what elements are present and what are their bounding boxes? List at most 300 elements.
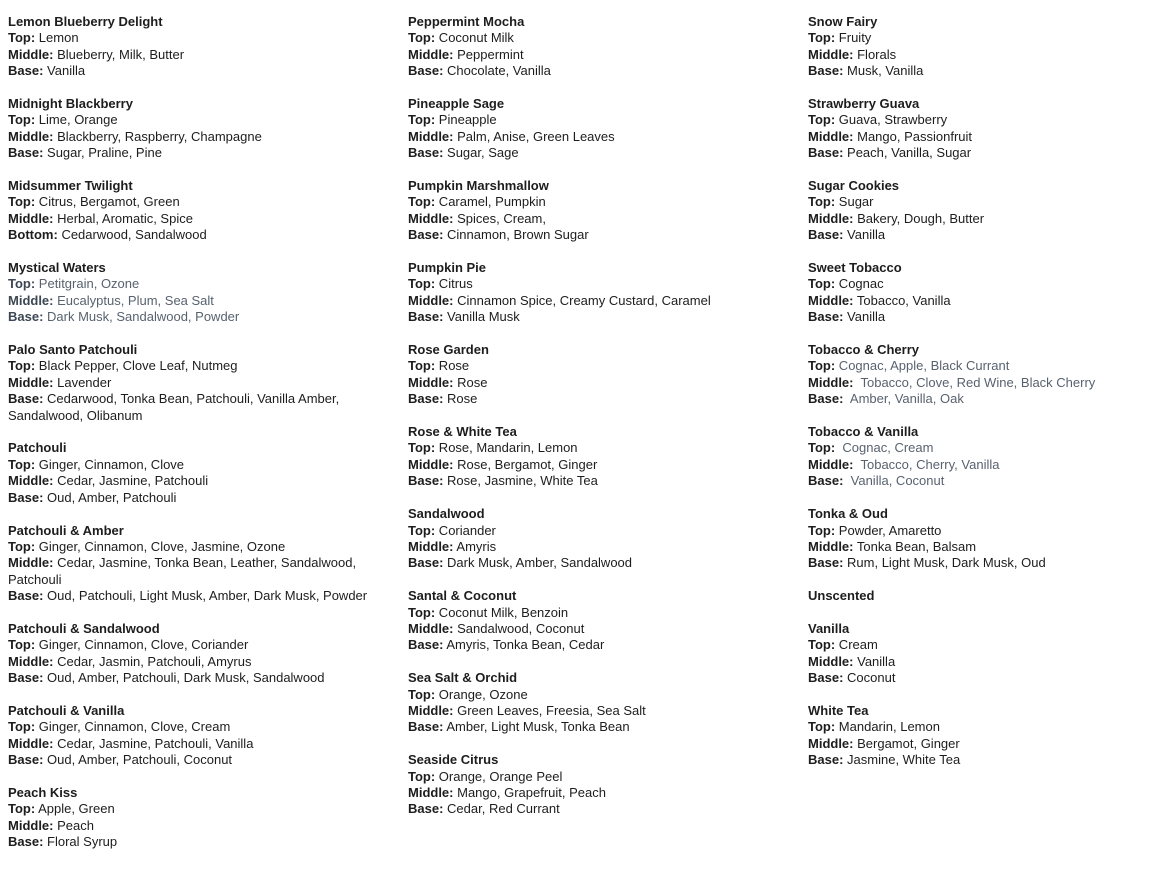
note-line xyxy=(808,440,1154,456)
note-line xyxy=(808,309,1154,325)
note-label: Middle: xyxy=(8,292,54,308)
note-label: Base: xyxy=(8,752,44,768)
note-value: Cedar, Jasmine, Patchouli, Vanilla xyxy=(53,735,254,751)
note-label: Top: xyxy=(408,440,436,456)
note-label: Base: xyxy=(808,391,844,407)
note-line xyxy=(8,375,388,391)
note-label: Middle: xyxy=(808,456,854,472)
note-label: Base: xyxy=(808,227,844,243)
note-line xyxy=(8,670,388,686)
note-line xyxy=(408,47,788,63)
scent-entry xyxy=(408,342,788,408)
note-line xyxy=(808,637,1154,653)
scent-name: Sea Salt & Orchid xyxy=(408,670,518,686)
note-value: Cognac xyxy=(835,276,884,292)
note-value: Tonka Bean, Balsam xyxy=(853,538,977,554)
note-value: Petitgrain, Ozone xyxy=(35,276,140,292)
note-value: Ginger, Cinnamon, Clove xyxy=(35,456,185,472)
scent-entry xyxy=(808,14,1154,80)
note-line xyxy=(8,736,388,752)
note-line xyxy=(808,457,1154,473)
note-value: Rose, Jasmine, White Tea xyxy=(443,473,598,489)
note-line xyxy=(408,621,788,637)
scent-name: Peach Kiss xyxy=(8,784,78,800)
note-line xyxy=(8,818,388,834)
note-label: Middle: xyxy=(408,292,454,308)
note-value: Ginger, Cinnamon, Clove, Coriander xyxy=(35,637,249,653)
note-label: Top: xyxy=(808,719,836,735)
note-label: Top: xyxy=(408,686,436,702)
scent-entry xyxy=(408,588,788,654)
note-value: Vanilla, Coconut xyxy=(843,473,945,489)
note-value: Rum, Light Musk, Dark Musk, Oud xyxy=(843,555,1046,571)
note-value: Mango, Grapefruit, Peach xyxy=(453,784,606,800)
scent-list xyxy=(0,14,1154,867)
scent-entry xyxy=(408,752,788,818)
note-line xyxy=(408,129,788,145)
note-value: Cedarwood, Tonka Bean, Patchouli, Vanilla Amber, Sandalwood, Olibanum xyxy=(8,391,343,423)
column-1 xyxy=(0,14,400,867)
note-label: Base: xyxy=(8,145,44,161)
note-line xyxy=(408,523,788,539)
note-line xyxy=(408,112,788,128)
note-value: Cedarwood, Sandalwood xyxy=(57,227,207,243)
note-label: Top: xyxy=(408,604,436,620)
note-label: Middle: xyxy=(808,374,854,390)
note-value: Apple, Green xyxy=(35,801,115,817)
note-label: Base: xyxy=(8,63,44,79)
note-value: Rose xyxy=(443,391,478,407)
note-label: Top: xyxy=(8,358,36,374)
note-label: Base: xyxy=(8,588,44,604)
note-line xyxy=(8,834,388,850)
scent-name: Midsummer Twilight xyxy=(8,178,133,194)
note-label: Middle: xyxy=(8,374,54,390)
note-value: Palm, Anise, Green Leaves xyxy=(453,128,615,144)
scent-entry xyxy=(8,96,388,162)
note-line xyxy=(8,473,388,489)
note-line xyxy=(808,63,1154,79)
note-label: Base: xyxy=(408,63,444,79)
scent-entry xyxy=(808,260,1154,326)
scent-name: Mystical Waters xyxy=(8,260,106,276)
note-label: Middle: xyxy=(408,702,454,718)
note-value: Amyris xyxy=(453,538,497,554)
note-label: Top: xyxy=(8,30,36,46)
note-label: Top: xyxy=(408,194,436,210)
note-line xyxy=(808,227,1154,243)
note-label: Base: xyxy=(808,63,844,79)
note-line xyxy=(8,227,388,243)
note-line xyxy=(8,358,388,374)
note-line xyxy=(408,719,788,735)
scent-name: Sweet Tobacco xyxy=(808,260,902,276)
note-label: Middle: xyxy=(8,555,54,571)
note-value: Tobacco, Cherry, Vanilla xyxy=(853,456,1000,472)
note-line xyxy=(408,391,788,407)
note-value: Oud, Amber, Patchouli, Dark Musk, Sandalwood xyxy=(43,670,325,686)
note-value: Caramel, Pumpkin xyxy=(435,194,546,210)
note-line xyxy=(808,211,1154,227)
note-line xyxy=(8,654,388,670)
scent-entry xyxy=(8,342,388,424)
note-line xyxy=(8,391,388,424)
scent-entry xyxy=(8,440,388,506)
note-label: Middle: xyxy=(8,46,54,62)
note-label: Middle: xyxy=(408,210,454,226)
note-line xyxy=(808,293,1154,309)
note-line xyxy=(408,785,788,801)
note-label: Top: xyxy=(8,194,36,210)
note-label: Middle: xyxy=(8,653,54,669)
note-line xyxy=(808,112,1154,128)
note-label: Middle: xyxy=(408,128,454,144)
note-label: Middle: xyxy=(8,817,54,833)
note-line xyxy=(8,719,388,735)
scent-name: Snow Fairy xyxy=(808,14,878,29)
note-value: Blackberry, Raspberry, Champagne xyxy=(53,128,262,144)
note-label: Base: xyxy=(8,309,44,325)
note-line xyxy=(8,276,388,292)
note-line xyxy=(8,457,388,473)
scent-name: Pineapple Sage xyxy=(408,96,505,112)
note-line xyxy=(808,30,1154,46)
note-value: Vanilla xyxy=(843,227,886,243)
scent-name: Sugar Cookies xyxy=(808,178,900,194)
note-value: Coconut xyxy=(843,670,896,686)
scent-entry xyxy=(808,178,1154,244)
note-line xyxy=(8,588,388,604)
note-value: Vanilla xyxy=(843,309,886,325)
note-value: Cedar, Red Currant xyxy=(443,801,560,817)
note-label: Middle: xyxy=(408,46,454,62)
scent-name: Tonka & Oud xyxy=(808,506,888,522)
note-line xyxy=(8,752,388,768)
note-value: Sugar xyxy=(835,194,874,210)
scent-entry xyxy=(8,523,388,605)
scent-name: Rose & White Tea xyxy=(408,424,517,440)
note-label: Middle: xyxy=(408,456,454,472)
scent-entry xyxy=(808,621,1154,687)
note-value: Florals xyxy=(853,46,897,62)
scent-name: Pumpkin Pie xyxy=(408,260,487,276)
note-value: Citrus xyxy=(435,276,473,292)
note-line xyxy=(808,194,1154,210)
note-label: Middle: xyxy=(808,128,854,144)
note-label: Base: xyxy=(8,489,44,505)
scent-entry xyxy=(408,178,788,244)
note-line xyxy=(408,769,788,785)
note-label: Top: xyxy=(808,276,836,292)
scent-entry xyxy=(408,506,788,572)
note-label: Base: xyxy=(8,670,44,686)
note-value: Herbal, Aromatic, Spice xyxy=(53,210,193,226)
note-value: Green Leaves, Freesia, Sea Salt xyxy=(453,702,646,718)
note-label: Middle: xyxy=(808,653,854,669)
scent-name: Vanilla xyxy=(808,620,850,636)
note-line xyxy=(408,358,788,374)
scent-name: Patchouli xyxy=(8,440,67,456)
scent-name: Patchouli & Sandalwood xyxy=(8,620,160,636)
note-label: Middle: xyxy=(8,473,54,489)
note-line xyxy=(408,605,788,621)
note-value: Floral Syrup xyxy=(43,834,118,850)
note-label: Top: xyxy=(408,30,436,46)
scent-entry xyxy=(808,588,1154,604)
note-value: Lavender xyxy=(53,374,112,390)
note-line xyxy=(8,539,388,555)
note-line xyxy=(408,539,788,555)
scent-name: Peppermint Mocha xyxy=(408,14,525,29)
scent-entry xyxy=(408,260,788,326)
note-label: Base: xyxy=(808,752,844,768)
note-value: Cedar, Jasmine, Patchouli xyxy=(53,473,209,489)
note-value: Guava, Strawberry xyxy=(835,112,948,128)
scent-entry xyxy=(408,670,788,736)
scent-entry xyxy=(8,621,388,687)
note-label: Base: xyxy=(408,555,444,571)
note-value: Dark Musk, Sandalwood, Powder xyxy=(43,309,240,325)
scent-name: White Tea xyxy=(808,702,869,718)
note-label: Base: xyxy=(408,719,444,735)
note-label: Top: xyxy=(8,456,36,472)
note-value: Rose xyxy=(435,358,470,374)
note-value: Oud, Amber, Patchouli xyxy=(43,489,177,505)
note-value: Rose, Mandarin, Lemon xyxy=(435,440,578,456)
note-value: Chocolate, Vanilla xyxy=(443,63,551,79)
note-value: Pineapple xyxy=(435,112,497,128)
note-label: Base: xyxy=(8,391,44,407)
note-line xyxy=(808,276,1154,292)
note-value: Rose, Bergamot, Ginger xyxy=(453,456,598,472)
note-label: Middle: xyxy=(408,374,454,390)
note-line xyxy=(808,523,1154,539)
note-line xyxy=(808,555,1154,571)
note-value: Spices, Cream, xyxy=(453,210,546,226)
scent-entry xyxy=(808,342,1154,408)
note-line xyxy=(8,63,388,79)
note-line xyxy=(808,719,1154,735)
note-line xyxy=(408,145,788,161)
note-value: Vanilla xyxy=(43,63,86,79)
note-label: Middle: xyxy=(8,210,54,226)
note-line xyxy=(808,736,1154,752)
note-line xyxy=(8,211,388,227)
note-label: Middle: xyxy=(808,46,854,62)
note-label: Middle: xyxy=(408,620,454,636)
note-value: Lime, Orange xyxy=(35,112,118,128)
note-line xyxy=(8,490,388,506)
note-value: Musk, Vanilla xyxy=(843,63,924,79)
note-value: Cinnamon, Brown Sugar xyxy=(443,227,589,243)
scent-name: Patchouli & Amber xyxy=(8,522,124,538)
note-value: Bakery, Dough, Butter xyxy=(853,210,985,226)
note-value: Sugar, Sage xyxy=(443,145,519,161)
note-line xyxy=(8,555,388,588)
note-label: Top: xyxy=(808,30,836,46)
note-label: Middle: xyxy=(8,735,54,751)
note-line xyxy=(8,30,388,46)
note-line xyxy=(808,47,1154,63)
note-label: Middle: xyxy=(808,538,854,554)
note-label: Top: xyxy=(808,112,836,128)
note-line xyxy=(408,309,788,325)
note-line xyxy=(8,145,388,161)
note-line xyxy=(408,687,788,703)
scent-name: Santal & Coconut xyxy=(408,588,517,604)
note-value: Amyris, Tonka Bean, Cedar xyxy=(443,637,605,653)
note-value: Sugar, Praline, Pine xyxy=(43,145,162,161)
note-line xyxy=(408,227,788,243)
note-value: Cognac, Cream xyxy=(835,440,934,456)
note-line xyxy=(808,358,1154,374)
note-value: Amber, Light Musk, Tonka Bean xyxy=(443,719,630,735)
note-value: Rose xyxy=(453,374,488,390)
note-value: Amber, Vanilla, Oak xyxy=(843,391,964,407)
note-line xyxy=(408,801,788,817)
note-label: Base: xyxy=(808,309,844,325)
column-2 xyxy=(400,14,800,834)
scent-entry xyxy=(408,96,788,162)
note-value: Vanilla Musk xyxy=(443,309,520,325)
note-line xyxy=(408,440,788,456)
scent-entry xyxy=(808,424,1154,490)
note-line xyxy=(8,801,388,817)
note-line xyxy=(408,194,788,210)
note-label: Base: xyxy=(8,834,44,850)
note-value: Peach xyxy=(53,817,94,833)
note-label: Base: xyxy=(408,801,444,817)
note-label: Top: xyxy=(8,112,36,128)
note-line xyxy=(8,129,388,145)
note-line xyxy=(808,129,1154,145)
note-line xyxy=(808,375,1154,391)
note-label: Base: xyxy=(808,670,844,686)
note-label: Middle: xyxy=(808,735,854,751)
note-label: Top: xyxy=(408,358,436,374)
note-line xyxy=(8,47,388,63)
scent-name: Rose Garden xyxy=(408,342,489,358)
note-value: Orange, Ozone xyxy=(435,686,528,702)
note-value: Cognac, Apple, Black Currant xyxy=(835,358,1010,374)
note-label: Top: xyxy=(408,768,436,784)
note-value: Orange, Orange Peel xyxy=(435,768,563,784)
note-label: Top: xyxy=(808,637,836,653)
scent-entry xyxy=(8,178,388,244)
note-label: Middle: xyxy=(8,128,54,144)
note-value: Cedar, Jasmine, Tonka Bean, Leather, Sandalwood, Patchouli xyxy=(8,555,360,587)
note-label: Middle: xyxy=(808,210,854,226)
note-value: Dark Musk, Amber, Sandalwood xyxy=(443,555,633,571)
note-label: Top: xyxy=(808,440,836,456)
note-line xyxy=(808,654,1154,670)
note-value: Black Pepper, Clove Leaf, Nutmeg xyxy=(35,358,238,374)
scent-entry xyxy=(408,14,788,80)
note-line xyxy=(8,112,388,128)
scent-name: Seaside Citrus xyxy=(408,752,499,768)
note-line xyxy=(808,670,1154,686)
note-line xyxy=(408,293,788,309)
note-label: Top: xyxy=(808,358,836,374)
scent-entry xyxy=(8,703,388,769)
note-line xyxy=(8,309,388,325)
scent-name: Unscented xyxy=(808,588,875,604)
note-line xyxy=(808,391,1154,407)
scent-entry xyxy=(8,785,388,851)
note-line xyxy=(408,555,788,571)
note-value: Sandalwood, Coconut xyxy=(453,620,585,636)
note-label: Top: xyxy=(408,276,436,292)
note-line xyxy=(808,145,1154,161)
note-label: Base: xyxy=(808,473,844,489)
note-value: Cedar, Jasmin, Patchouli, Amyrus xyxy=(53,653,252,669)
note-label: Top: xyxy=(408,112,436,128)
note-line xyxy=(408,473,788,489)
note-line xyxy=(408,375,788,391)
note-value: Peach, Vanilla, Sugar xyxy=(843,145,972,161)
note-label: Top: xyxy=(8,637,36,653)
column-3 xyxy=(800,14,1154,785)
scent-entry xyxy=(808,96,1154,162)
note-line xyxy=(408,63,788,79)
scent-name: Sandalwood xyxy=(408,506,485,522)
scent-name: Patchouli & Vanilla xyxy=(8,702,125,718)
note-label: Middle: xyxy=(408,538,454,554)
scent-name: Palo Santo Patchouli xyxy=(8,342,138,358)
note-value: Coriander xyxy=(435,522,496,538)
note-value: Cinnamon Spice, Creamy Custard, Caramel xyxy=(453,292,711,308)
note-value: Cream xyxy=(835,637,878,653)
note-value: Jasmine, White Tea xyxy=(843,752,961,768)
note-label: Base: xyxy=(408,391,444,407)
note-value: Coconut Milk, Benzoin xyxy=(435,604,569,620)
note-value: Oud, Patchouli, Light Musk, Amber, Dark Musk, Powder xyxy=(43,588,368,604)
note-label: Top: xyxy=(8,538,36,554)
scent-name: Tobacco & Cherry xyxy=(808,342,920,358)
scent-name: Lemon Blueberry Delight xyxy=(8,14,163,29)
note-label: Middle: xyxy=(808,292,854,308)
scent-entry xyxy=(808,506,1154,572)
note-label: Top: xyxy=(808,522,836,538)
note-value: Lemon xyxy=(35,30,79,46)
note-value: Vanilla xyxy=(853,653,896,669)
note-line xyxy=(8,293,388,309)
note-value: Citrus, Bergamot, Green xyxy=(35,194,180,210)
note-label: Top: xyxy=(8,719,36,735)
note-value: Peppermint xyxy=(453,46,524,62)
note-label: Base: xyxy=(808,145,844,161)
note-label: Top: xyxy=(408,522,436,538)
note-label: Base: xyxy=(408,473,444,489)
scent-name: Strawberry Guava xyxy=(808,96,920,112)
note-label: Base: xyxy=(408,227,444,243)
note-value: Powder, Amaretto xyxy=(835,522,942,538)
note-value: Mandarin, Lemon xyxy=(835,719,940,735)
note-value: Tobacco, Vanilla xyxy=(853,292,951,308)
note-line xyxy=(408,30,788,46)
note-line xyxy=(808,539,1154,555)
scent-name: Midnight Blackberry xyxy=(8,96,133,112)
note-value: Ginger, Cinnamon, Clove, Jasmine, Ozone xyxy=(35,538,286,554)
note-value: Fruity xyxy=(835,30,872,46)
note-label: Bottom: xyxy=(8,227,58,243)
scent-entry xyxy=(408,424,788,490)
note-value: Eucalyptus, Plum, Sea Salt xyxy=(53,292,214,308)
scent-entry xyxy=(8,260,388,326)
note-line xyxy=(408,457,788,473)
note-label: Base: xyxy=(408,637,444,653)
note-value: Oud, Amber, Patchouli, Coconut xyxy=(43,752,233,768)
